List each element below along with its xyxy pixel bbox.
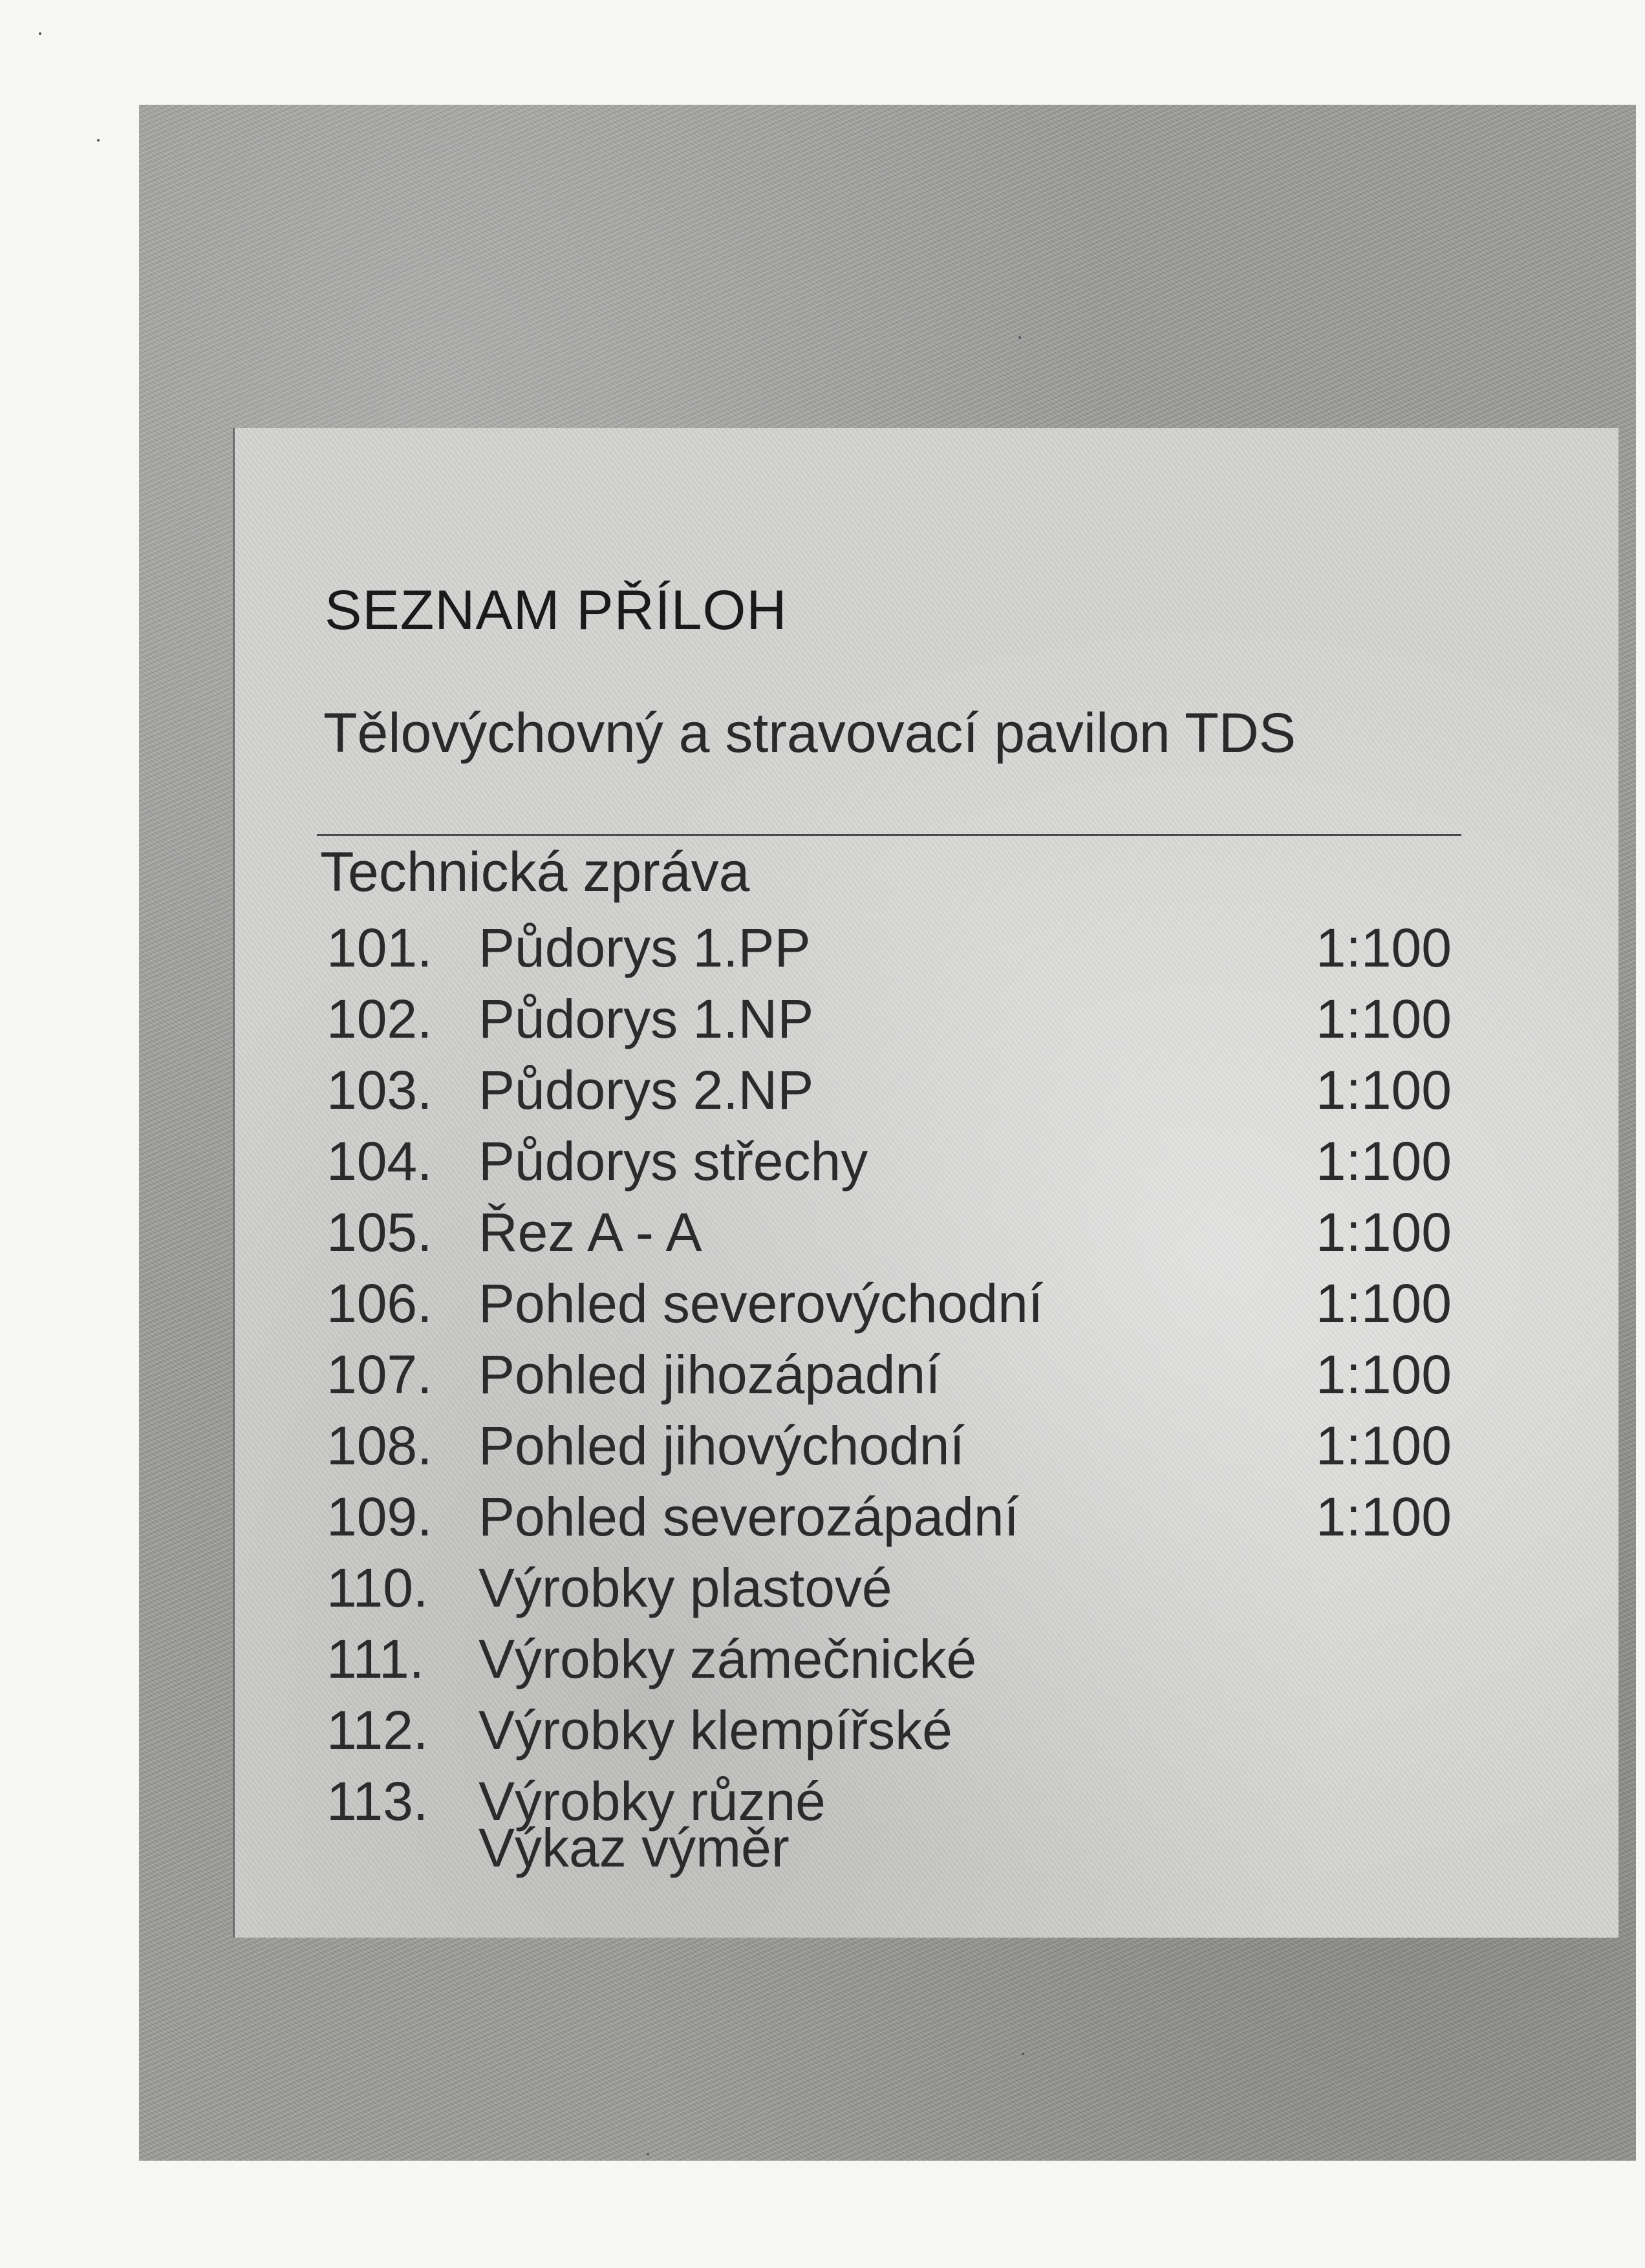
item-number: 111.	[327, 1629, 425, 1689]
divider-line	[317, 834, 1461, 836]
document-subtitle: Tělovýchovný a stravovací pavilon TDS	[323, 702, 1296, 764]
document-title: SEZNAM PŘÍLOH	[325, 579, 788, 641]
attachment-list	[327, 917, 1465, 1841]
item-number: 112.	[327, 1700, 429, 1760]
item-number: 105.	[327, 1202, 433, 1263]
list-item	[327, 1272, 1465, 1343]
item-label: Výrobky klempířské	[478, 1700, 952, 1760]
item-scale: 1:100	[1315, 1486, 1452, 1547]
list-item	[327, 1415, 1465, 1486]
item-number: 109.	[327, 1486, 433, 1547]
item-label: Půdorys střechy	[478, 1131, 868, 1192]
item-number: 113.	[327, 1771, 429, 1832]
list-item	[327, 1130, 1465, 1201]
item-scale: 1:100	[1315, 1202, 1452, 1263]
item-scale: 1:100	[1315, 1344, 1452, 1405]
item-number: 107.	[327, 1344, 433, 1405]
scan-speck	[97, 139, 100, 142]
list-item	[327, 1557, 1465, 1628]
list-item	[327, 1699, 1465, 1770]
item-label: Řez A - A	[478, 1202, 702, 1263]
item-number: 106.	[327, 1273, 433, 1334]
list-item	[327, 1486, 1465, 1557]
item-label: Pohled severozápadní	[478, 1486, 1019, 1547]
item-scale: 1:100	[1315, 1273, 1452, 1334]
scan-speck	[647, 2153, 649, 2156]
list-item	[327, 1343, 1465, 1415]
item-number: 101.	[327, 917, 433, 978]
item-label: Půdorys 1.NP	[478, 989, 814, 1049]
item-label: Výrobky různé	[478, 1771, 826, 1832]
item-label: Pohled jihozápadní	[478, 1344, 941, 1405]
list-item	[327, 1628, 1465, 1699]
scan-speck	[1018, 336, 1021, 339]
scan-speck	[39, 32, 41, 35]
item-scale: 1:100	[1315, 1131, 1452, 1192]
item-label: Pohled severovýchodní	[478, 1273, 1044, 1334]
list-item	[327, 1201, 1465, 1272]
list-item	[327, 1059, 1465, 1130]
item-label: Půdorys 1.PP	[478, 917, 811, 978]
item-scale: 1:100	[1315, 989, 1452, 1049]
item-label: Výrobky zámečnické	[478, 1629, 977, 1689]
item-scale: 1:100	[1315, 1415, 1452, 1476]
list-item	[327, 917, 1465, 988]
intro-item: Technická zpráva	[320, 841, 750, 903]
item-label: Výrobky plastové	[478, 1557, 892, 1618]
item-label: Pohled jihovýchodní	[478, 1415, 965, 1476]
item-scale: 1:100	[1315, 917, 1452, 978]
scan-speck	[1022, 2053, 1024, 2055]
item-number: 103.	[327, 1060, 433, 1120]
item-number: 110.	[327, 1557, 429, 1618]
item-scale: 1:100	[1315, 1060, 1452, 1120]
item-number: 102.	[327, 989, 433, 1049]
item-label: Půdorys 2.NP	[478, 1060, 814, 1120]
item-number: 104.	[327, 1131, 433, 1192]
final-item: Výkaz výměr	[478, 1817, 790, 1878]
list-item	[327, 988, 1465, 1059]
item-number: 108.	[327, 1415, 433, 1476]
